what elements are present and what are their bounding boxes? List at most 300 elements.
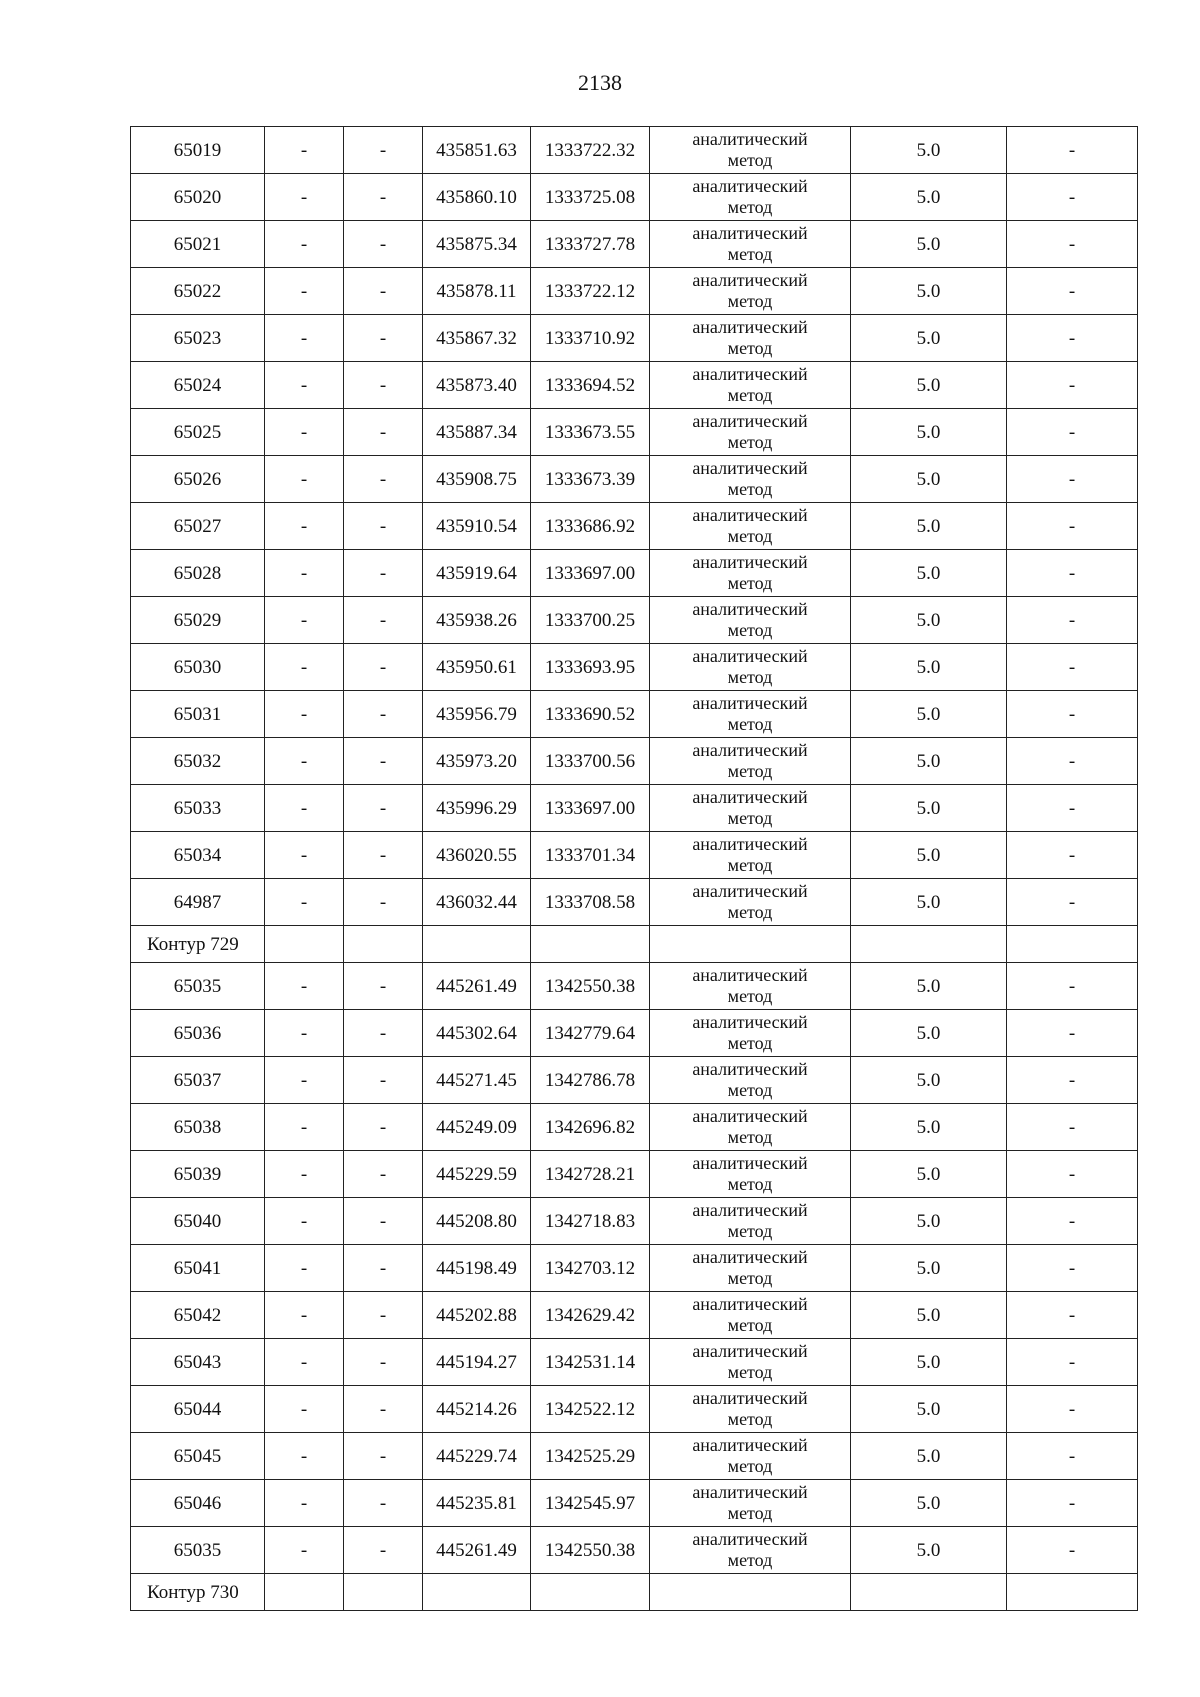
y-coordinate-cell: 1342718.83 — [531, 1198, 650, 1245]
contour-header-row — [131, 1574, 1138, 1611]
accuracy-cell: 5.0 — [851, 1527, 1007, 1574]
method-line: аналитический — [692, 599, 808, 620]
x-coordinate-cell: 445202.88 — [423, 1292, 531, 1339]
table-row — [131, 832, 1138, 879]
y-coordinate-cell: 1342779.64 — [531, 1010, 650, 1057]
dash-cell: - — [1007, 1245, 1138, 1292]
method-line: аналитический — [692, 693, 808, 714]
dash-cell: - — [1007, 503, 1138, 550]
method-line: аналитический — [692, 1059, 808, 1080]
method-cell — [650, 1104, 851, 1151]
accuracy-cell: 5.0 — [851, 691, 1007, 738]
table-row — [131, 550, 1138, 597]
y-coordinate-cell: 1342545.97 — [531, 1480, 650, 1527]
method-line: аналитический — [692, 1106, 808, 1127]
accuracy-cell: 5.0 — [851, 1245, 1007, 1292]
accuracy-cell: 5.0 — [851, 1057, 1007, 1104]
empty-cell — [423, 1574, 531, 1611]
method-cell — [650, 1527, 851, 1574]
table-row — [131, 1292, 1138, 1339]
dash-cell: - — [1007, 1198, 1138, 1245]
dash-cell: - — [344, 362, 423, 409]
method-line: метод — [727, 573, 773, 593]
empty-cell — [531, 1574, 650, 1611]
point-id-cell: 65046 — [131, 1480, 265, 1527]
accuracy-cell: 5.0 — [851, 879, 1007, 926]
table-row — [131, 1010, 1138, 1057]
method-line: метод — [727, 1268, 773, 1288]
dash-cell: - — [344, 963, 423, 1010]
accuracy-cell: 5.0 — [851, 644, 1007, 691]
dash-cell: - — [344, 1057, 423, 1104]
method-line: аналитический — [692, 1388, 808, 1409]
dash-cell: - — [1007, 362, 1138, 409]
accuracy-cell: 5.0 — [851, 1198, 1007, 1245]
dash-cell: - — [344, 503, 423, 550]
table-row — [131, 1339, 1138, 1386]
y-coordinate-cell: 1342525.29 — [531, 1433, 650, 1480]
point-id-cell: 65031 — [131, 691, 265, 738]
method-line: метод — [727, 714, 773, 734]
x-coordinate-cell: 445302.64 — [423, 1010, 531, 1057]
dash-cell: - — [344, 1433, 423, 1480]
method-line: метод — [727, 620, 773, 640]
y-coordinate-cell: 1333700.25 — [531, 597, 650, 644]
method-line: аналитический — [692, 1435, 808, 1456]
dash-cell: - — [1007, 832, 1138, 879]
table-row — [131, 1104, 1138, 1151]
x-coordinate-cell: 445249.09 — [423, 1104, 531, 1151]
method-line: метод — [727, 385, 773, 405]
method-cell — [650, 1245, 851, 1292]
y-coordinate-cell: 1342550.38 — [531, 1527, 650, 1574]
x-coordinate-cell: 445214.26 — [423, 1386, 531, 1433]
point-id-cell: 65029 — [131, 597, 265, 644]
y-coordinate-cell: 1333690.52 — [531, 691, 650, 738]
method-line: метод — [727, 667, 773, 687]
contour-label: Контур 729 — [131, 926, 265, 963]
x-coordinate-cell: 435860.10 — [423, 174, 531, 221]
point-id-cell: 65026 — [131, 456, 265, 503]
contour-label: Контур 730 — [131, 1574, 265, 1611]
y-coordinate-cell: 1333700.56 — [531, 738, 650, 785]
dash-cell: - — [265, 550, 344, 597]
x-coordinate-cell: 445261.49 — [423, 963, 531, 1010]
y-coordinate-cell: 1342550.38 — [531, 963, 650, 1010]
y-coordinate-cell: 1333727.78 — [531, 221, 650, 268]
method-line: метод — [727, 1409, 773, 1429]
dash-cell: - — [265, 127, 344, 174]
x-coordinate-cell: 445229.59 — [423, 1151, 531, 1198]
method-line: аналитический — [692, 1294, 808, 1315]
dash-cell: - — [265, 1433, 344, 1480]
dash-cell: - — [1007, 409, 1138, 456]
x-coordinate-cell: 445261.49 — [423, 1527, 531, 1574]
y-coordinate-cell: 1342531.14 — [531, 1339, 650, 1386]
point-id-cell: 65040 — [131, 1198, 265, 1245]
dash-cell: - — [344, 127, 423, 174]
point-id-cell: 65035 — [131, 1527, 265, 1574]
y-coordinate-cell: 1333710.92 — [531, 315, 650, 362]
coordinates-table — [130, 126, 1138, 1611]
dash-cell: - — [265, 644, 344, 691]
x-coordinate-cell: 435973.20 — [423, 738, 531, 785]
dash-cell: - — [1007, 1151, 1138, 1198]
accuracy-cell: 5.0 — [851, 268, 1007, 315]
point-id-cell: 65027 — [131, 503, 265, 550]
method-line: аналитический — [692, 881, 808, 902]
y-coordinate-cell: 1333694.52 — [531, 362, 650, 409]
table-row — [131, 963, 1138, 1010]
accuracy-cell: 5.0 — [851, 1386, 1007, 1433]
dash-cell: - — [344, 879, 423, 926]
dash-cell: - — [344, 1339, 423, 1386]
method-cell — [650, 127, 851, 174]
dash-cell: - — [265, 1292, 344, 1339]
method-line: метод — [727, 1456, 773, 1476]
method-line: метод — [727, 479, 773, 499]
y-coordinate-cell: 1333708.58 — [531, 879, 650, 926]
dash-cell: - — [344, 1480, 423, 1527]
point-id-cell: 65024 — [131, 362, 265, 409]
dash-cell: - — [1007, 456, 1138, 503]
empty-cell — [265, 1574, 344, 1611]
dash-cell: - — [1007, 174, 1138, 221]
dash-cell: - — [1007, 738, 1138, 785]
dash-cell: - — [1007, 785, 1138, 832]
accuracy-cell: 5.0 — [851, 738, 1007, 785]
x-coordinate-cell: 445198.49 — [423, 1245, 531, 1292]
dash-cell: - — [1007, 127, 1138, 174]
accuracy-cell: 5.0 — [851, 1292, 1007, 1339]
dash-cell: - — [344, 597, 423, 644]
x-coordinate-cell: 435887.34 — [423, 409, 531, 456]
method-line: метод — [727, 244, 773, 264]
x-coordinate-cell: 435956.79 — [423, 691, 531, 738]
table-row — [131, 597, 1138, 644]
method-cell — [650, 644, 851, 691]
x-coordinate-cell: 436020.55 — [423, 832, 531, 879]
method-cell — [650, 174, 851, 221]
dash-cell: - — [1007, 597, 1138, 644]
dash-cell: - — [1007, 1339, 1138, 1386]
table-row — [131, 1527, 1138, 1574]
point-id-cell: 65039 — [131, 1151, 265, 1198]
dash-cell: - — [265, 268, 344, 315]
method-cell — [650, 1057, 851, 1104]
y-coordinate-cell: 1342629.42 — [531, 1292, 650, 1339]
accuracy-cell: 5.0 — [851, 1104, 1007, 1151]
accuracy-cell: 5.0 — [851, 362, 1007, 409]
table-row — [131, 691, 1138, 738]
method-line: метод — [727, 1503, 773, 1523]
dash-cell: - — [344, 785, 423, 832]
x-coordinate-cell: 445271.45 — [423, 1057, 531, 1104]
accuracy-cell: 5.0 — [851, 1480, 1007, 1527]
point-id-cell: 65043 — [131, 1339, 265, 1386]
table-row — [131, 738, 1138, 785]
dash-cell: - — [265, 174, 344, 221]
dash-cell: - — [1007, 1292, 1138, 1339]
method-cell — [650, 456, 851, 503]
accuracy-cell: 5.0 — [851, 832, 1007, 879]
method-line: метод — [727, 338, 773, 358]
method-cell — [650, 1151, 851, 1198]
dash-cell: - — [265, 1151, 344, 1198]
method-cell — [650, 362, 851, 409]
method-cell — [650, 1292, 851, 1339]
method-line: аналитический — [692, 552, 808, 573]
point-id-cell: 65045 — [131, 1433, 265, 1480]
method-line: метод — [727, 986, 773, 1006]
method-line: аналитический — [692, 740, 808, 761]
empty-cell — [344, 1574, 423, 1611]
y-coordinate-cell: 1333697.00 — [531, 785, 650, 832]
point-id-cell: 65042 — [131, 1292, 265, 1339]
dash-cell: - — [344, 691, 423, 738]
dash-cell: - — [265, 1057, 344, 1104]
x-coordinate-cell: 445194.27 — [423, 1339, 531, 1386]
point-id-cell: 65037 — [131, 1057, 265, 1104]
table-row — [131, 362, 1138, 409]
accuracy-cell: 5.0 — [851, 127, 1007, 174]
method-line: метод — [727, 761, 773, 781]
y-coordinate-cell: 1333673.39 — [531, 456, 650, 503]
point-id-cell: 65030 — [131, 644, 265, 691]
dash-cell: - — [265, 738, 344, 785]
method-line: метод — [727, 150, 773, 170]
table-row — [131, 1198, 1138, 1245]
y-coordinate-cell: 1333701.34 — [531, 832, 650, 879]
table-row — [131, 1480, 1138, 1527]
point-id-cell: 65019 — [131, 127, 265, 174]
method-line: аналитический — [692, 965, 808, 986]
dash-cell: - — [265, 456, 344, 503]
method-line: аналитический — [692, 1529, 808, 1550]
y-coordinate-cell: 1342728.21 — [531, 1151, 650, 1198]
dash-cell: - — [1007, 644, 1138, 691]
y-coordinate-cell: 1333697.00 — [531, 550, 650, 597]
table-row — [131, 221, 1138, 268]
dash-cell: - — [344, 1386, 423, 1433]
method-cell — [650, 691, 851, 738]
method-line: аналитический — [692, 270, 808, 291]
dash-cell: - — [265, 1010, 344, 1057]
x-coordinate-cell: 445208.80 — [423, 1198, 531, 1245]
dash-cell: - — [265, 221, 344, 268]
x-coordinate-cell: 435908.75 — [423, 456, 531, 503]
method-line: метод — [727, 1550, 773, 1570]
empty-cell — [650, 1574, 851, 1611]
method-cell — [650, 963, 851, 1010]
method-line: аналитический — [692, 646, 808, 667]
y-coordinate-cell: 1333693.95 — [531, 644, 650, 691]
dash-cell: - — [344, 738, 423, 785]
table-row — [131, 127, 1138, 174]
method-cell — [650, 1433, 851, 1480]
accuracy-cell: 5.0 — [851, 597, 1007, 644]
x-coordinate-cell: 445235.81 — [423, 1480, 531, 1527]
empty-cell — [344, 926, 423, 963]
dash-cell: - — [1007, 1527, 1138, 1574]
point-id-cell: 65021 — [131, 221, 265, 268]
dash-cell: - — [1007, 1480, 1138, 1527]
dash-cell: - — [1007, 1104, 1138, 1151]
y-coordinate-cell: 1333673.55 — [531, 409, 650, 456]
dash-cell: - — [1007, 1433, 1138, 1480]
dash-cell: - — [265, 1386, 344, 1433]
dash-cell: - — [1007, 1057, 1138, 1104]
x-coordinate-cell: 435938.26 — [423, 597, 531, 644]
table-row — [131, 503, 1138, 550]
table-row — [131, 1245, 1138, 1292]
method-line: метод — [727, 1221, 773, 1241]
dash-cell: - — [265, 1198, 344, 1245]
table-row — [131, 785, 1138, 832]
dash-cell: - — [344, 1151, 423, 1198]
x-coordinate-cell: 435867.32 — [423, 315, 531, 362]
method-line: метод — [727, 1362, 773, 1382]
table-row — [131, 1433, 1138, 1480]
x-coordinate-cell: 435910.54 — [423, 503, 531, 550]
accuracy-cell: 5.0 — [851, 221, 1007, 268]
dash-cell: - — [265, 1245, 344, 1292]
point-id-cell: 65041 — [131, 1245, 265, 1292]
method-line: аналитический — [692, 1482, 808, 1503]
method-line: метод — [727, 1033, 773, 1053]
method-line: аналитический — [692, 1012, 808, 1033]
dash-cell: - — [1007, 691, 1138, 738]
dash-cell: - — [265, 503, 344, 550]
accuracy-cell: 5.0 — [851, 963, 1007, 1010]
method-line: аналитический — [692, 364, 808, 385]
method-cell — [650, 550, 851, 597]
method-line: метод — [727, 291, 773, 311]
point-id-cell: 65023 — [131, 315, 265, 362]
method-line: метод — [727, 1315, 773, 1335]
dash-cell: - — [344, 268, 423, 315]
accuracy-cell: 5.0 — [851, 503, 1007, 550]
x-coordinate-cell: 435950.61 — [423, 644, 531, 691]
method-line: аналитический — [692, 223, 808, 244]
page-number: 2138 — [578, 70, 622, 95]
empty-cell — [265, 926, 344, 963]
empty-cell — [1007, 1574, 1138, 1611]
point-id-cell: 65034 — [131, 832, 265, 879]
dash-cell: - — [265, 963, 344, 1010]
dash-cell: - — [344, 1010, 423, 1057]
y-coordinate-cell: 1342786.78 — [531, 1057, 650, 1104]
point-id-cell: 65025 — [131, 409, 265, 456]
empty-cell — [851, 1574, 1007, 1611]
empty-cell — [851, 926, 1007, 963]
point-id-cell: 65028 — [131, 550, 265, 597]
dash-cell: - — [1007, 1386, 1138, 1433]
method-line: аналитический — [692, 317, 808, 338]
dash-cell: - — [1007, 879, 1138, 926]
point-id-cell: 65032 — [131, 738, 265, 785]
method-line: метод — [727, 1174, 773, 1194]
table-row — [131, 456, 1138, 503]
accuracy-cell: 5.0 — [851, 456, 1007, 503]
dash-cell: - — [344, 1245, 423, 1292]
table-row — [131, 1151, 1138, 1198]
accuracy-cell: 5.0 — [851, 174, 1007, 221]
x-coordinate-cell: 435996.29 — [423, 785, 531, 832]
x-coordinate-cell: 445229.74 — [423, 1433, 531, 1480]
accuracy-cell: 5.0 — [851, 550, 1007, 597]
accuracy-cell: 5.0 — [851, 1010, 1007, 1057]
method-cell — [650, 785, 851, 832]
method-cell — [650, 832, 851, 879]
dash-cell: - — [265, 691, 344, 738]
method-line: метод — [727, 1127, 773, 1147]
x-coordinate-cell: 435873.40 — [423, 362, 531, 409]
method-line: аналитический — [692, 1200, 808, 1221]
method-cell — [650, 879, 851, 926]
method-line: метод — [727, 855, 773, 875]
y-coordinate-cell: 1342522.12 — [531, 1386, 650, 1433]
contour-header-row — [131, 926, 1138, 963]
method-line: метод — [727, 526, 773, 546]
dash-cell: - — [344, 644, 423, 691]
point-id-cell: 64987 — [131, 879, 265, 926]
dash-cell: - — [265, 832, 344, 879]
method-line: метод — [727, 808, 773, 828]
dash-cell: - — [344, 456, 423, 503]
method-line: аналитический — [692, 1247, 808, 1268]
method-line: аналитический — [692, 1153, 808, 1174]
dash-cell: - — [1007, 1010, 1138, 1057]
point-id-cell: 65020 — [131, 174, 265, 221]
empty-cell — [1007, 926, 1138, 963]
dash-cell: - — [265, 1339, 344, 1386]
dash-cell: - — [265, 1104, 344, 1151]
method-line: аналитический — [692, 458, 808, 479]
dash-cell: - — [344, 1292, 423, 1339]
dash-cell: - — [344, 1104, 423, 1151]
y-coordinate-cell: 1333722.12 — [531, 268, 650, 315]
table-row — [131, 268, 1138, 315]
point-id-cell: 65035 — [131, 963, 265, 1010]
dash-cell: - — [1007, 268, 1138, 315]
method-line: метод — [727, 432, 773, 452]
y-coordinate-cell: 1333686.92 — [531, 503, 650, 550]
accuracy-cell: 5.0 — [851, 315, 1007, 362]
table-row — [131, 174, 1138, 221]
x-coordinate-cell: 435851.63 — [423, 127, 531, 174]
dash-cell: - — [265, 362, 344, 409]
dash-cell: - — [265, 1480, 344, 1527]
method-cell — [650, 1198, 851, 1245]
method-cell — [650, 315, 851, 362]
method-line: аналитический — [692, 1341, 808, 1362]
dash-cell: - — [1007, 963, 1138, 1010]
point-id-cell: 65044 — [131, 1386, 265, 1433]
accuracy-cell: 5.0 — [851, 1433, 1007, 1480]
method-cell — [650, 268, 851, 315]
accuracy-cell: 5.0 — [851, 1339, 1007, 1386]
method-cell — [650, 221, 851, 268]
method-line: аналитический — [692, 176, 808, 197]
method-line: аналитический — [692, 129, 808, 150]
method-line: метод — [727, 902, 773, 922]
table-row — [131, 644, 1138, 691]
point-id-cell: 65036 — [131, 1010, 265, 1057]
dash-cell: - — [344, 315, 423, 362]
dash-cell: - — [265, 409, 344, 456]
dash-cell: - — [344, 1198, 423, 1245]
